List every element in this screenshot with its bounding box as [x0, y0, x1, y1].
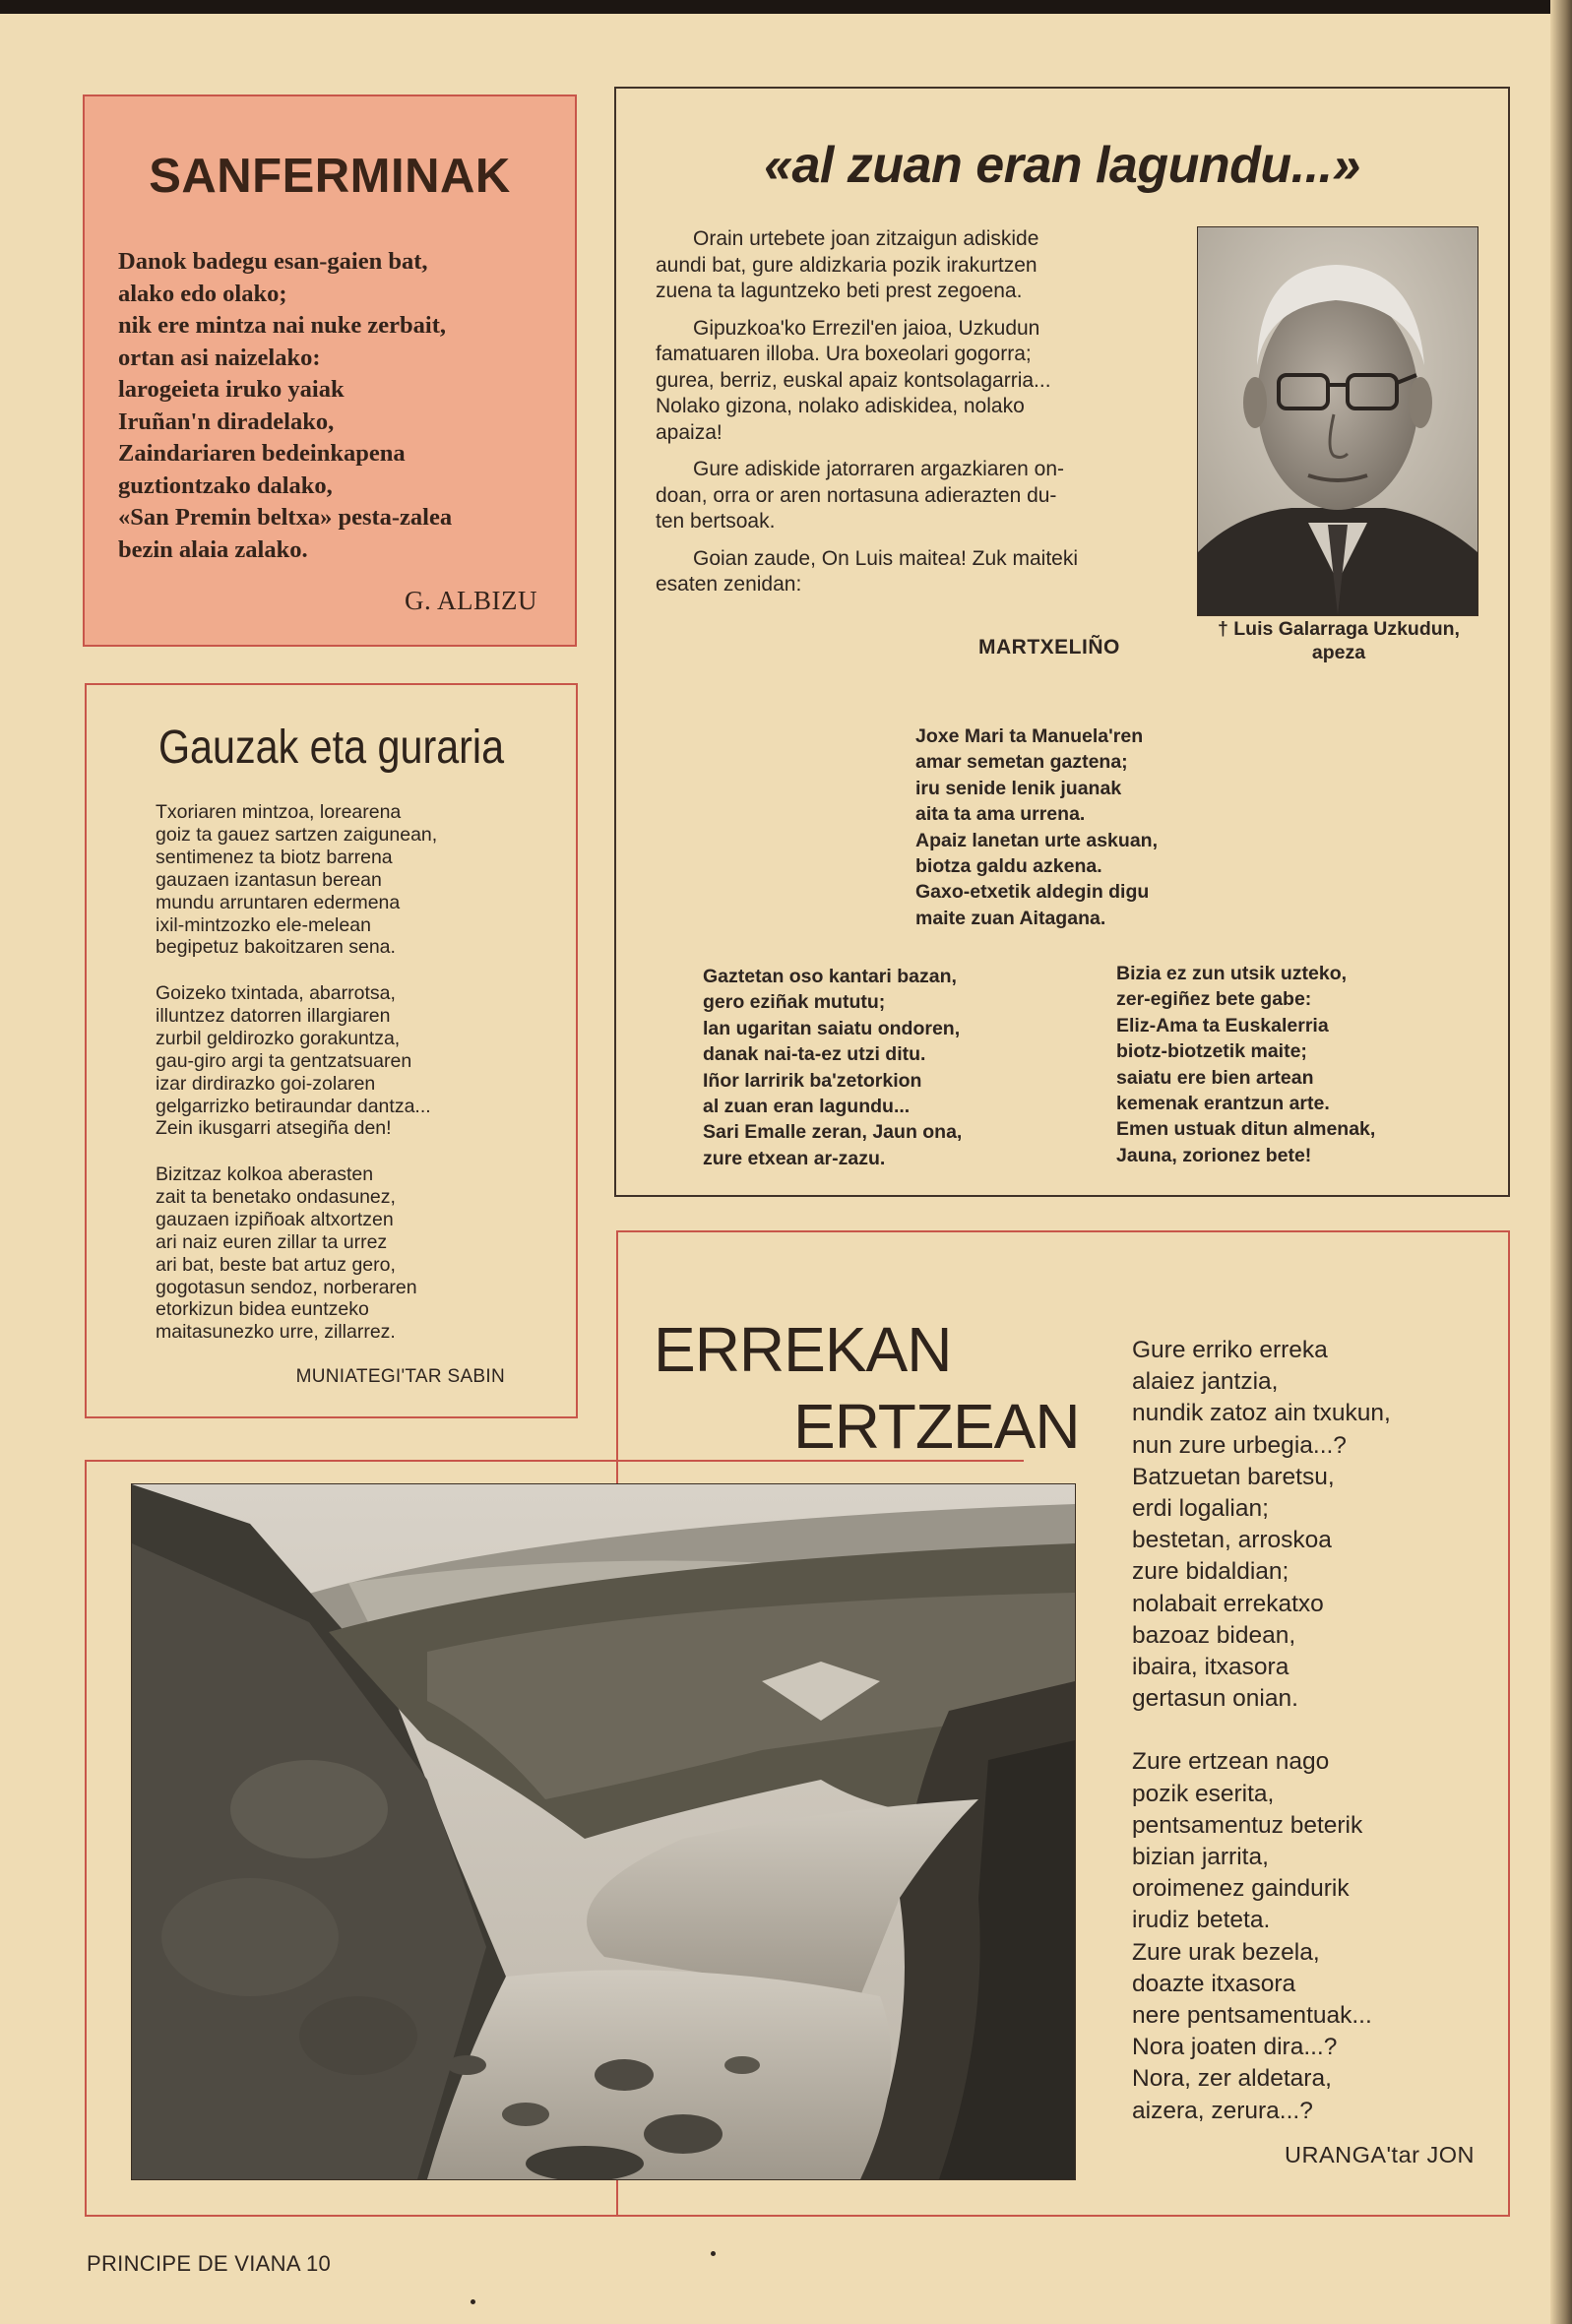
verse-line: saiatu ere bien artean [1116, 1066, 1314, 1089]
poem-line: gelgarrizko betiraundar dantza... [156, 1095, 431, 1117]
poem-line: pentsamentuz beterik [1132, 1811, 1363, 1839]
poem-line: bezin alaia zalako. [118, 535, 308, 563]
intro-line: zuena ta laguntzeko beti prest zegoena. [656, 280, 1023, 302]
poem-line: ixil-mintzozko ele-melean [156, 913, 371, 936]
verse-line: aita ta ama urrena. [915, 803, 1086, 826]
verse-line: Eliz-Ama ta Euskalerria [1116, 1014, 1329, 1036]
caption-line: apeza [1311, 642, 1366, 663]
verse-line: Jauna, zorionez bete! [1116, 1144, 1312, 1166]
intro-line: famatuaren illoba. Ura boxeolari gogorra; [656, 343, 1032, 365]
poem-line: gau-giro argi ta gentzatsuaren [156, 1049, 412, 1072]
poem-line: oroimenez gaindurik [1132, 1875, 1350, 1903]
portrait-photo [1197, 226, 1478, 616]
verse-line: zer-egiñez bete gabe: [1116, 988, 1312, 1011]
poem-line: ortan asi naizelako: [118, 344, 321, 371]
poem-line: Danok badegu esan-gaien bat, [118, 248, 428, 275]
gauzak-title: Gauzak eta guraria [157, 722, 505, 774]
verse-line: amar semetan gaztena; [915, 751, 1128, 774]
poem-line: etorkizun bidea euntzeko [156, 1298, 369, 1321]
verse-left [703, 964, 962, 1171]
page-top-edge [0, 0, 1572, 14]
poem-line: nun zure urbegia...? [1132, 1431, 1347, 1459]
intro-line: aundi bat, gure aldizkaria pozik irakurtzen [656, 253, 1038, 277]
verse-right [1116, 961, 1375, 1168]
intro-line: Orain urtebete joan zitzaigun adiskide [693, 227, 1039, 250]
poem-line: Bizitzaz kolkoa aberasten [156, 1163, 374, 1185]
poem-line: nolabait errekatxo [1132, 1590, 1324, 1617]
stanza-gap [1132, 1715, 1391, 1746]
river-image [132, 1484, 1075, 2179]
portrait-image [1198, 227, 1478, 615]
poem-line: gogotasun sendoz, norberaren [156, 1276, 417, 1298]
page-footer: PRINCIPE DE VIANA 10 [87, 2251, 332, 2276]
poem-line: mundu arruntaren edermena [156, 891, 401, 913]
verse-line: Apaiz lanetan urte askuan, [915, 829, 1158, 851]
verse-line: danak nai-ta-ez utzi ditu. [703, 1043, 926, 1066]
intro-line: apaiza! [656, 420, 723, 444]
verse-line: Bizia ez zun utsik uzteko, [1116, 963, 1348, 984]
poem-line: Zure urak bezela, [1132, 1938, 1320, 1966]
poem-line: aizera, zerura...? [1132, 2097, 1313, 2124]
sanferminak-box [83, 94, 577, 647]
poem-line: «San Premin beltxa» pesta-zalea [118, 504, 453, 531]
poem-line: Nora, zer aldetara, [1132, 2065, 1332, 2093]
poem-line: nik ere mintza nai nuke zerbait, [118, 312, 447, 339]
verse-line: Sari Emalle zeran, Jaun ona, [703, 1121, 963, 1144]
poem-line: ari naiz euren zillar ta urrez [156, 1230, 388, 1253]
poem-line: guztiontzako dalako, [118, 471, 333, 499]
alzuan-signature: MARTXELIÑO [978, 636, 1120, 659]
errekan-author: URANGA'tar JON [1285, 2142, 1475, 2167]
poem-line: alaiez jantzia, [1132, 1368, 1279, 1396]
gauzak-stanza-2 [156, 982, 431, 1140]
intro-line: Gure adiskide jatorraren argazkiaren on- [693, 458, 1065, 480]
poem-line: Zure ertzean nago [1132, 1748, 1330, 1776]
intro-line: gurea, berriz, euskal apaiz kontsolagarria... [656, 368, 1051, 392]
verse-line: zure etxean ar-zazu. [703, 1147, 886, 1169]
poem-line: Txoriaren mintzoa, lorearena [156, 801, 402, 823]
poem-line: maitasunezko urre, zillarrez. [156, 1321, 396, 1344]
verse-line: Emen ustuak ditun almenak, [1116, 1118, 1376, 1141]
poem-line: gauzaen izpiñoak altxortzen [156, 1208, 394, 1230]
poem-line: begipetuz bakoitzaren sena. [156, 936, 396, 959]
poem-line: nere pentsamentuak... [1132, 2002, 1372, 2030]
poem-line: goiz ta gauez sartzen zaigunean, [156, 823, 438, 846]
verse-line: al zuan eran lagundu... [703, 1096, 911, 1118]
intro-line: Nolako gizona, nolako adiskidea, nolako [656, 395, 1025, 417]
sanferminak-author: G. ALBIZU [405, 586, 537, 615]
portrait-caption [1187, 617, 1490, 664]
gauzak-stanza-1 [156, 801, 437, 959]
poem-line: gertasun onian. [1132, 1685, 1298, 1713]
print-speck [711, 2251, 716, 2256]
verse-line: maite zuan Aitagana. [915, 907, 1106, 929]
gauzak-author: MUNIATEGI'TAR SABIN [295, 1366, 505, 1387]
poem-line: illuntzez datorren illargiaren [156, 1004, 391, 1027]
page-right-edge [1550, 0, 1572, 2324]
verse-line: Iñor larririk ba'zetorkion [703, 1069, 922, 1092]
verse-center [915, 723, 1158, 931]
sanferminak-title: SANFERMINAK [149, 150, 511, 203]
gauzak-stanza-3 [156, 1163, 417, 1344]
poem-line: Zein ikusgarri atsegiña den! [156, 1117, 392, 1140]
intro-line: ten bertsoak. [656, 510, 776, 533]
poem-line: nundik zatoz ain txukun, [1132, 1400, 1391, 1427]
poem-line: Nora joaten dira...? [1132, 2034, 1338, 2061]
poem-line: Iruñan'n diradelako, [118, 408, 335, 435]
poem-line: larogeieta iruko yaiak [118, 376, 345, 403]
poem-line: bestetan, arroskoa [1132, 1527, 1332, 1554]
poem-line: zure bidaldian; [1132, 1558, 1289, 1586]
poem-line: doazte itxasora [1132, 1970, 1296, 1997]
poem-line: Batzuetan baretsu, [1132, 1463, 1335, 1490]
poem-line: alako edo olako; [118, 280, 287, 307]
print-speck [471, 2299, 475, 2304]
alzuan-title: «al zuan eran lagundu...» [764, 137, 1360, 194]
verse-line: biotz-biotzetik maite; [1116, 1040, 1307, 1063]
intro-line: Goian zaude, On Luis maitea! Zuk maiteki [693, 546, 1079, 570]
poem-line: sentimenez ta biotz barrena [156, 846, 393, 868]
intro-paragraph [656, 316, 1183, 447]
intro-paragraph [656, 457, 1183, 535]
poem-line: gauzaen izantasun berean [156, 868, 382, 891]
poem-line: zurbil geldirozko gorakuntza, [156, 1027, 401, 1049]
verse-line: gero eziñak mututu; [703, 991, 886, 1014]
gauzak-box [85, 683, 578, 1418]
intro-line: doan, orra or aren nortasuna adierazten du- [656, 483, 1057, 507]
alzuan-intro [656, 226, 1183, 609]
verse-line: lan ugaritan saiatu ondoren, [703, 1017, 961, 1039]
poem-line: Goizeko txintada, abarrotsa, [156, 982, 396, 1004]
verse-line: iru senide lenik juanak [915, 777, 1122, 799]
alzuan-box [614, 87, 1510, 1197]
poem-line: bazoaz bidean, [1132, 1621, 1296, 1649]
poem-line: Gure erriko erreka [1132, 1337, 1328, 1363]
poem-line: zait ta benetako ondasunez, [156, 1185, 396, 1208]
errekan-poem [1132, 1335, 1391, 2127]
intro-line: esaten zenidan: [656, 573, 802, 596]
verse-line: Gaztetan oso kantari bazan, [703, 966, 957, 987]
caption-line: † Luis Galarraga Uzkudun, [1218, 618, 1460, 640]
poem-line: bizian jarrita, [1132, 1844, 1269, 1871]
sanferminak-poem [118, 246, 452, 566]
poem-line: erdi logalian; [1132, 1495, 1269, 1523]
poem-line: irudiz beteta. [1132, 1907, 1271, 1934]
verse-line: Gaxo-etxetik aldegin digu [915, 881, 1150, 904]
intro-paragraph [656, 546, 1183, 598]
river-photo [131, 1483, 1076, 2180]
verse-line: kemenak erantzun arte. [1116, 1093, 1330, 1115]
poem-line: pozik eserita, [1132, 1780, 1275, 1807]
verse-line: biotza galdu azkena. [915, 855, 1102, 878]
poem-line: izar dirdirazko goi-zolaren [156, 1072, 376, 1095]
poem-line: Zaindariaren bedeinkapena [118, 440, 406, 467]
poem-line: ibaira, itxasora [1132, 1654, 1289, 1681]
intro-paragraph [656, 226, 1183, 305]
errekan-title-line1: ERREKAN [654, 1314, 952, 1385]
poem-line: ari bat, beste bat artuz gero, [156, 1253, 396, 1276]
verse-line: Joxe Mari ta Manuela'ren [915, 725, 1144, 747]
intro-line: Gipuzkoa'ko Errezil'en jaioa, Uzkudun [693, 316, 1040, 340]
bottom-rule [85, 2215, 1510, 2217]
errekan-title-line2: ERTZEAN [793, 1391, 1080, 1462]
